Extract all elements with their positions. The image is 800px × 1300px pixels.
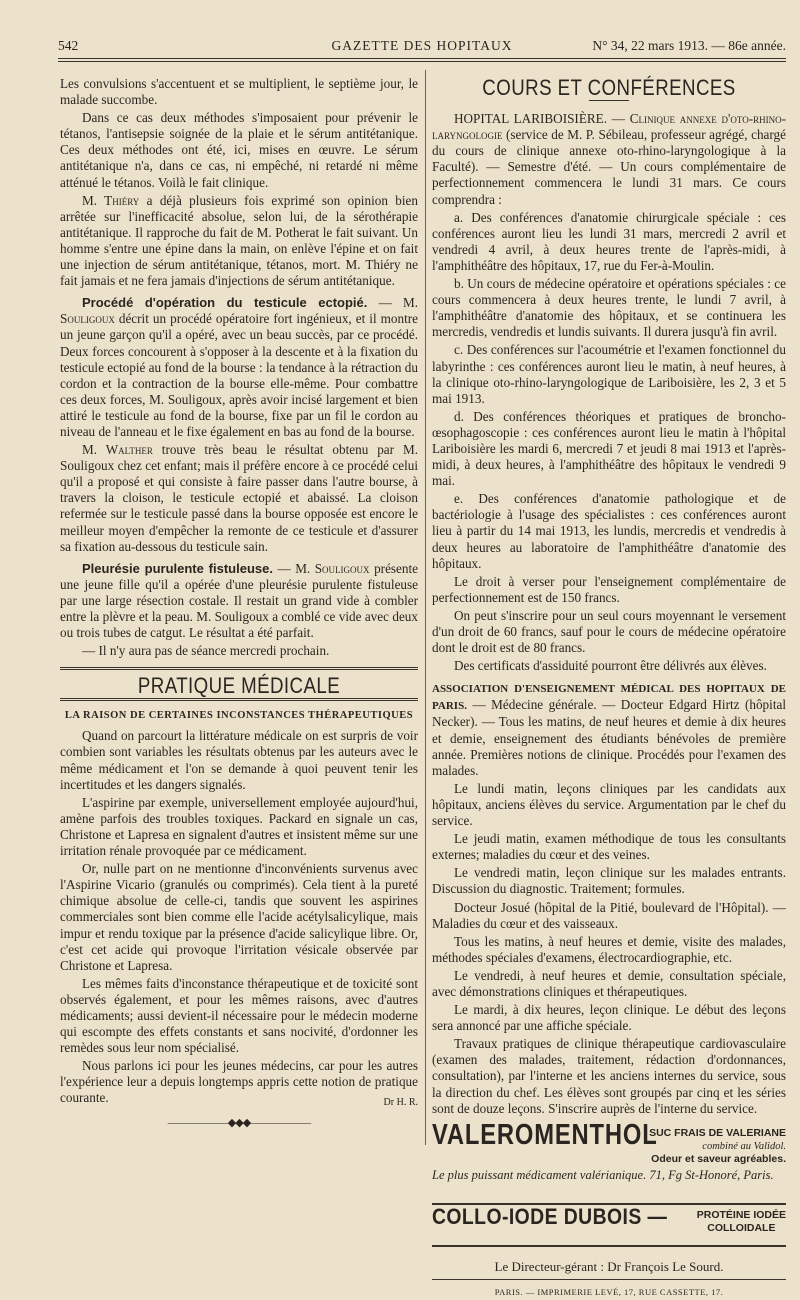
ad-line: Odeur et saveur agréables. <box>651 1152 786 1165</box>
double-rule <box>60 667 418 670</box>
paragraph: e. Des conférences d'anatomie pathologique et de bactériologie à l'usage des spécialistes : ces conférences auront lieu à partir du 14 mai 1913, les lundis, mercredis et vendredis à deux heures au laboratoire de l'amphithéâtre d'anatomie des hôpitaux. <box>432 491 786 571</box>
issue-date: N° 34, 22 mars 1913. — 86e année. <box>592 38 786 53</box>
director-line: Le Directeur-gérant : Dr François Le Sourd. <box>432 1259 786 1280</box>
right-column <box>432 76 786 1300</box>
paragraph: Travaux pratiques de clinique thérapeutique cardiovasculaire (examen des malades, traitement, rédaction d'ordonnances, consultation), par l'interne et les anciens internes du service, sous la direction du chef. Les élèves sont groupés par cinq et les séries sont de douze leçons. S'inscrire auprès de l'interne du service. <box>432 1036 786 1116</box>
paragraph: b. Un cours de médecine opératoire et opérations spéciales : ce cours commencera à deux heures trente, le lundi 7 avril, à l'amphithéâtre d'anatomie des hôpitaux, et se continuera les mercredis, vendredis et lundis suivants. Il durera jusqu'à fin avril. <box>432 276 786 340</box>
section-title: PRATIQUE MÉDICALE <box>137 673 341 699</box>
paragraph: Nous parlons ici pour les jeunes médecins, car pour les autres l'expérience leur a depuis longtemps appris cette notion de pratique courante. <box>60 1058 418 1106</box>
column-divider <box>425 70 426 1145</box>
paragraph: Les convulsions s'accentuent et se multiplient, le septième jour, le malade succombe. <box>60 76 418 108</box>
title-rule <box>589 100 629 101</box>
paragraph: Or, nulle part on ne mentionne d'inconvénients survenus avec l'Aspirine Vicario (granulés ou comprimés). Cela tient à la pureté chimique absolue de celle-ci, tandis que souvent les aspirines commerciales sont bien comme elle l'acide acétylsalicylique, mais impur et rendu toxique par la présence d'acide salicylique libre. Or, c'est cet acide qui provoque l'irritation vésicale observée par Christone et Lapresa. <box>60 861 418 973</box>
signature: Dr H. R. <box>383 1096 418 1108</box>
paragraph-text: présente une jeune fille qu'il a opérée d'une pleurésie purulente fistuleuse par une large résection costale. Il restait un grand vide à combler entre la plèvre et la peau. M. Souligoux a comblé ce vide avec deux ou trois tubes de catgut. Le résultat a été parfait. <box>60 560 419 641</box>
printer-line: PARIS. — IMPRIMERIE LEVÉ, 17, RUE CASSETTE, 17. <box>494 1286 724 1297</box>
page-number: 542 <box>58 38 79 53</box>
paragraph: On peut s'inscrire pour un seul cours moyennant le versement d'un droit de 60 francs, sauf pour le cours de médecine opératoire dont le droit est de 80 francs. <box>432 607 786 656</box>
paragraph: Le lundi matin, leçons cliniques par les candidats aux hôpitaux, anciens élèves du service. Argumentation par le chef du service. <box>432 780 786 829</box>
paragraph <box>60 295 418 440</box>
paragraph: L'aspirine par exemple, universellement employée aujourd'hui, amène parfois des troubles toxiques. Packard en signale un cas, Christone et Lapresa en signalent d'autres et insistent même sur une irritation rénale provoquée par ce médicament. <box>60 794 418 859</box>
ad-line: combiné au Validol. <box>702 1140 786 1152</box>
section-lead: ASSOCIATION D'ENSEIGNEMENT MÉDICAL DES HOPITAUX DE PARIS. <box>432 683 786 713</box>
paragraph: Le droit à verser pour l'enseignement complémentaire de perfectionnement est de 150 francs. <box>432 573 786 605</box>
author-name: M. Thiéry <box>82 192 140 208</box>
paragraph: Quand on parcourt la littérature médicale on est surpris de voir combien sont variables les résultats obtenus par les auteurs avec le même médicament et l'on se demande à quoi peuvent tenir les incertitudes et les dangers signalés. <box>60 728 418 792</box>
ad-line: COLLOIDALE <box>707 1221 776 1234</box>
ad-claim <box>697 1209 786 1235</box>
paragraph: Les mêmes faits d'inconstance thérapeutique et de toxicité sont observés également, et pour les mêmes raisons, avec d'autres médicaments; aussi devient-il nécessaire pour le médecin moderne qui escompte des effets constants et sans nocivité, d'ordonner les remèdes sous leur nom spécialisé. <box>60 975 418 1056</box>
paragraph-text: trouve très beau le résultat obtenu par M. Souligoux chez cet enfant; mais il préfère encore à ce procédé celui qu'il a proposé et qui consiste à faire passer dans l'autre bourse, à travers la cloison, le testicule ectopié et abaissé. La cloison refermée sur le testicule passé dans la bourse opposée est encore le meilleur moyen d'empêcher la remonte de ce testicule et d'assurer sa fixation au-dessous du testicule sain. <box>60 442 419 554</box>
paragraph: Le vendredi matin, leçon clinique sur les malades entrants. Discussion du diagnostic. Traitement; formules. <box>432 865 786 897</box>
left-column <box>60 76 418 1135</box>
paragraph <box>432 111 786 208</box>
author-name: — M. Souligoux <box>60 295 418 327</box>
author-name: — M. Souligoux <box>277 560 370 576</box>
paragraph <box>60 561 418 641</box>
valeromenthol-ad <box>432 1118 786 1197</box>
section-lead: HOPITAL LARIBOISIÈRE. — Clinique annexe d'oto-rhino-laryngologie <box>432 111 786 143</box>
paragraph: a. Des conférences d'anatomie chirurgicale spéciale : ces conférences auront lieu les lundi 31 mars, mercredi 2 avril et vendredi 4 avril, à deux heures trente de l'après-midi, à l'amphithéâtre des hôpitaux, 17, rue du Fer-à-Moulin. <box>432 209 786 273</box>
paragraph: d. Des conférences théoriques et pratiques de broncho-œsophagoscopie : ces conférences auront lieu le matin à l'hôpital Lariboisière les mardi 6, mercredi 7 et jeudi 8 mai 1913 et l'après-midi, à deux heures, à l'amphithéâtre des hôpitaux le vendredi 9 mai. <box>432 408 786 489</box>
paragraph <box>432 680 786 779</box>
double-rule <box>60 698 418 701</box>
article-subtitle: LA RAISON DE CERTAINES INCONSTANCES THÉRAPEUTIQUES <box>64 710 414 722</box>
paragraph: — Il n'y aura pas de séance mercredi prochain. <box>82 643 330 659</box>
paragraph <box>60 193 418 290</box>
page-header <box>58 36 786 59</box>
ad-brand: COLLO-IODE DUBOIS — <box>432 1203 668 1229</box>
paragraph: Des certificats d'assiduité pourront être délivrés aux élèves. <box>454 658 767 674</box>
paragraph-text: (service de M. P. Sébileau, professeur agrégé, chargé du cours de clinique annexe oto-rhino-laryngologique à la Faculté). — Semestre d'été. — Un cours complémentaire de perfectionnement commencera le lundi 31 mars. Ce cours comprendra : <box>432 127 787 207</box>
journal-title: GAZETTE DES HOPITAUX <box>331 38 513 53</box>
ad-line: SUC FRAIS DE VALERIANE <box>649 1126 786 1139</box>
paragraph: Tous les matins, à neuf heures et demie, visite des malades, méthodes spéciales d'examens, électrocardiographie, etc. <box>432 933 786 965</box>
author-name: M. Walther <box>82 442 153 458</box>
paragraph <box>60 442 418 555</box>
paragraph: Docteur Josué (hôpital de la Pitié, boulevard de l'Hôpital). — Maladies du cœur et des vaisseaux. <box>432 899 786 931</box>
section-heading: Pleurésie purulente fistuleuse. <box>82 560 273 576</box>
paragraph-text: décrit un procédé opératoire fort ingénieux, et il montre un jeune garçon qu'il a opéré, avec un beau succès, par ce procédé. Deux forces concourent à s'opposer à la descente et à la fixation du testicule ectopié au fond de la bourse : la tendance à la rétraction du cordon et la contraction de la bourse elle-même. Pour combattre ces deux forces, M. Souligoux, après avoir incisé largement et bien attiré le testicule au fond de la bourse, fixe par un fil le cordon au niveau de l'anneau et le fixe également en bas au fond de la bourse. <box>60 311 418 439</box>
ornament-rule: ——————◆◆◆—————— <box>167 1116 311 1129</box>
paragraph-text: — Médecine générale. — Docteur Edgard Hirtz (hôpital Necker). — Tous les matins, de neuf heures et demie à dix heures et demie, enseignement des étudiants bénévoles de première année. Premières notions de clinique. Procédés pour l'examen des malades. <box>432 697 786 778</box>
paragraph-text: a déjà plusieurs fois exprimé son opinion bien arrêtée sur l'inefficacité absolue, selon lui, de la sérothérapie antitétanique. Il rapproche du fait de M. Potherat le fait suivant. Un homme s'entre une épine dans la main, on enlève l'épine et on fait une injection de sérum antitétanique, tétanos, mort. M. Thiéry ne fait jamais et ne fera jamais d'injections de sérum antitétanique. <box>60 192 419 289</box>
ad-tagline: Le plus puissant médicament valérianique. 71, Fg St-Honoré, Paris. <box>432 1167 774 1182</box>
section-title: COURS ET CONFÉRENCES <box>482 75 736 100</box>
ad-claim <box>649 1127 786 1166</box>
section-heading: Procédé d'opération du testicule ectopié. <box>82 295 368 311</box>
ad-brand: VALEROMENTHOL <box>432 1118 658 1151</box>
paragraph: Le jeudi matin, examen méthodique de tous les consultants externes; maladies du cœur et des veines. <box>432 831 786 863</box>
paragraph: Dans ce cas deux méthodes s'imposaient pour prévenir le tétanos, l'antisepsie soignée de la plaie et le sérum antitétanique. Ces deux méthodes ont été, ici, mises en œuvre. Le sérum antitétanique n'a, dans ce cas, ni empêché, ni retardé ni même atténué le tétanos. Voilà le fait clinique. <box>60 110 418 190</box>
paragraph: Le mardi, à dix heures, leçon clinique. Le début des leçons sera annoncé par une affiche spéciale. <box>432 1002 786 1034</box>
paragraph: Le vendredi, à neuf heures et demie, consultation spéciale, avec démonstrations cliniques et thérapeutiques. <box>432 967 786 999</box>
ad-line: PROTÉINE IODÉE <box>696 1208 786 1221</box>
paragraph: c. Des conférences sur l'acoumétrie et l'examen fonctionnel du labyrinthe : ces conférences auront lieu le matin, à neuf heures, à la clinique oto-rhino-laryngologique de Lariboisière, les 2, 3 et 5 mai 1913. <box>432 342 786 406</box>
header-rule <box>58 61 786 62</box>
collo-iode-ad <box>432 1203 786 1247</box>
